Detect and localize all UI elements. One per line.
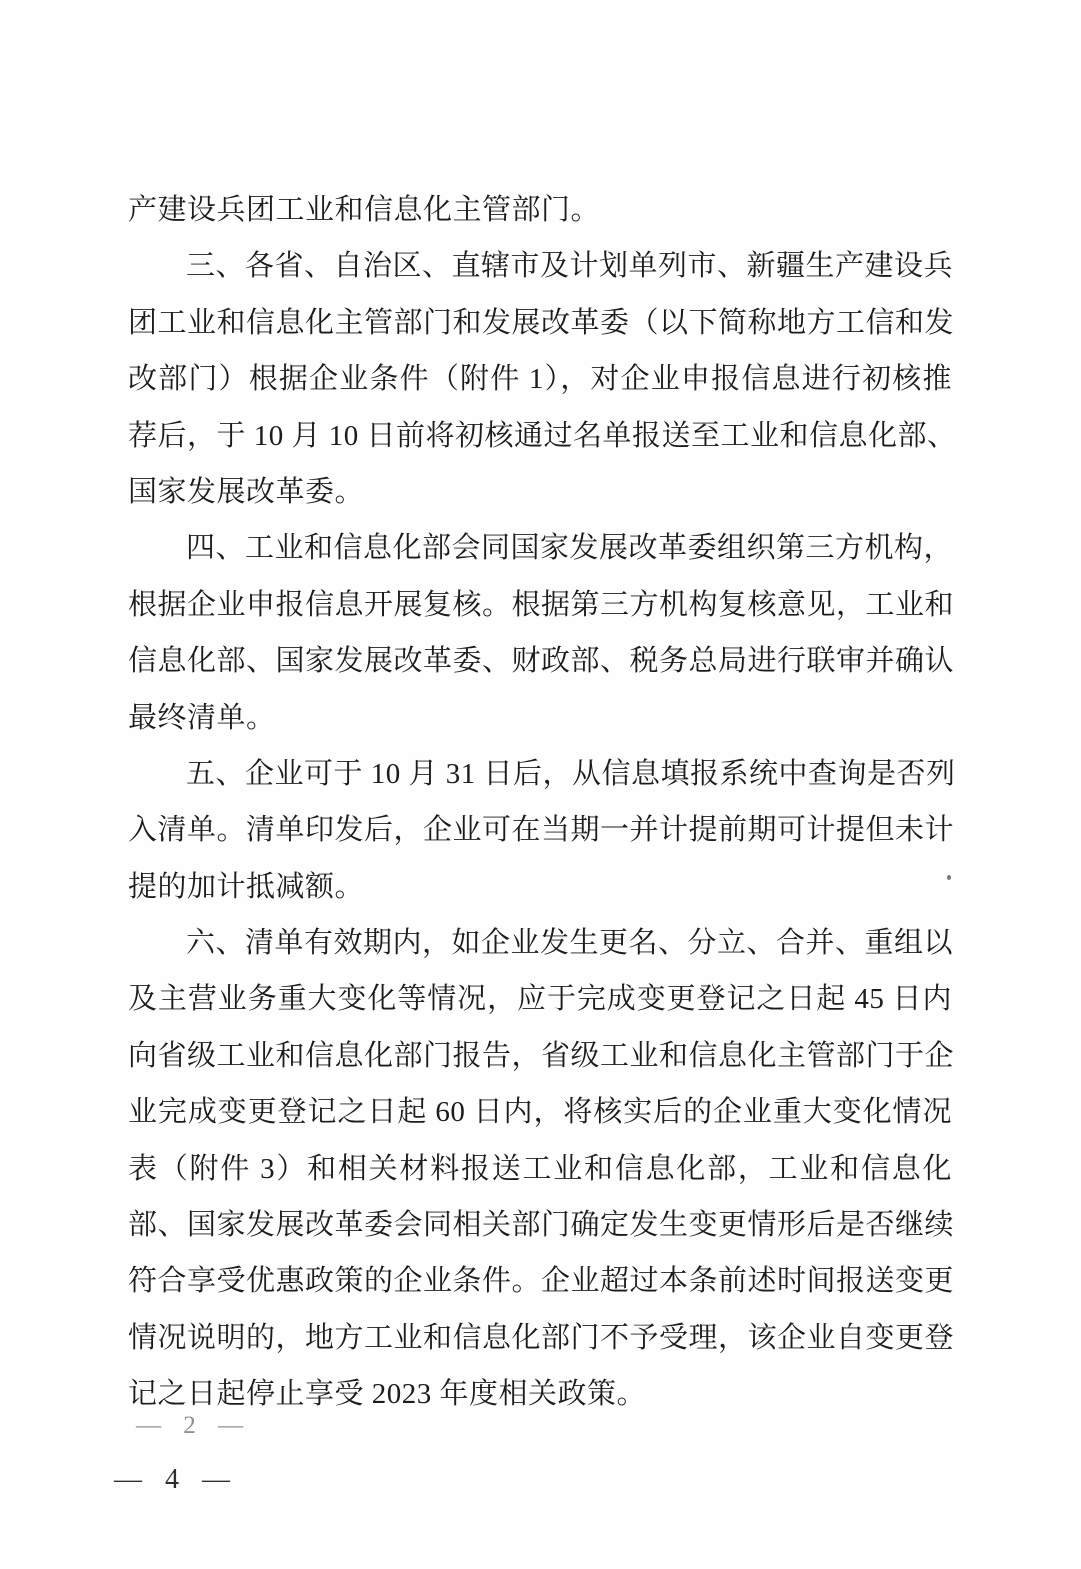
document-text-line: 部、国家发展改革委会同相关部门确定发生变更情形后是否继续: [128, 1209, 955, 1242]
document-body: [128, 182, 957, 1423]
document-text-line: 符合享受优惠政策的企业条件。企业超过本条前述时间报送变更: [128, 1265, 955, 1298]
document-text-line: 表（附件 3）和相关材料报送工业和信息化部，工业和信息化: [128, 1152, 952, 1185]
page-number-original: — 2 —: [136, 1412, 251, 1439]
document-text-line: 团工业和信息化主管部门和发展改革委（以下简称地方工信和发: [128, 306, 955, 339]
scan-artifact-dot: [947, 875, 951, 880]
page-number-overlay: — 4 —: [114, 1464, 238, 1495]
document-text-line: 信息化部、国家发展改革委、财政部、税务总局进行联审并确认: [128, 645, 955, 678]
document-text-line: 记之日起停止享受 2023 年度相关政策。: [128, 1378, 647, 1411]
document-text-line: 向省级工业和信息化部门报告，省级工业和信息化主管部门于企: [128, 1039, 955, 1072]
document-text-line: 改部门）根据企业条件（附件 1），对企业申报信息进行初核推: [128, 363, 952, 396]
document-text-line: 四、工业和信息化部会同国家发展改革委组织第三方机构，: [186, 532, 954, 565]
document-text-line: 最终清单。: [128, 701, 276, 734]
document-text-line: 情况说明的，地方工业和信息化部门不予受理，该企业自变更登: [128, 1321, 955, 1354]
document-text-line: 产建设兵团工业和信息化主管部门。: [128, 194, 601, 226]
document-text-line: 荐后，于 10 月 10 日前将初核通过名单报送至工业和信息化部、: [128, 419, 957, 452]
document-text-line: 业完成变更登记之日起 60 日内，将核实后的企业重大变化情况: [128, 1096, 952, 1129]
document-text-line: 五、企业可于 10 月 31 日后，从信息填报系统中查询是否列: [186, 757, 956, 790]
document-text-line: 提的加计抵减额。: [128, 870, 365, 903]
document-text-line: 入清单。清单印发后，企业可在当期一并计提前期可计提但未计: [128, 814, 955, 847]
document-text-line: 三、各省、自治区、直辖市及计划单列市、新疆生产建设兵: [186, 250, 954, 283]
document-text-line: 国家发展改革委。: [128, 475, 365, 508]
document-text-line: 六、清单有效期内，如企业发生更名、分立、合并、重组以: [186, 927, 954, 960]
document-text-line: 根据企业申报信息开展复核。根据第三方机构复核意见，工业和: [128, 588, 955, 621]
document-text-line: 及主营业务重大变化等情况，应于完成变更登记之日起 45 日内: [128, 983, 952, 1016]
